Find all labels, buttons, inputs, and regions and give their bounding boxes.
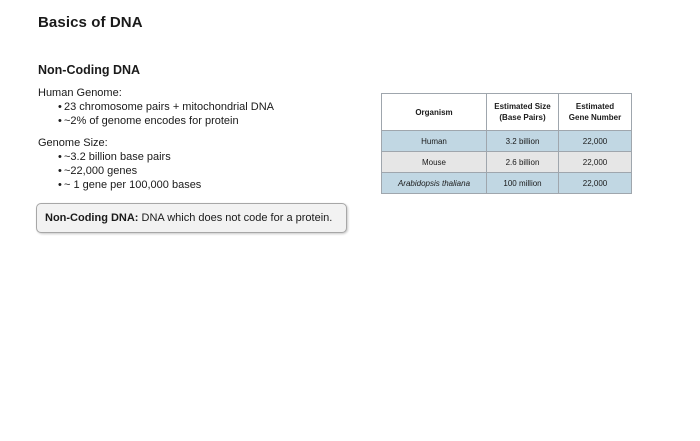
slide-title: Basics of DNA — [38, 14, 143, 31]
cell-organism: Human — [382, 131, 487, 152]
definition-term: Non-Coding DNA: — [45, 212, 139, 224]
table-row — [382, 152, 632, 173]
genome-size-heading: Genome Size: — [38, 137, 108, 149]
definition-box — [36, 203, 347, 233]
cell-genes: 22,000 — [559, 173, 632, 194]
list-item-text: ~3.2 billion base pairs — [64, 151, 171, 163]
cell-size: 100 million — [487, 173, 559, 194]
cell-genes: 22,000 — [559, 131, 632, 152]
header-gene-number — [559, 94, 632, 131]
list-item — [58, 114, 274, 128]
genome-size-list — [38, 150, 201, 192]
bullet-icon: • — [58, 179, 62, 191]
table-header-row — [382, 94, 632, 131]
cell-organism: Mouse — [382, 152, 487, 173]
cell-size: 2.6 billion — [487, 152, 559, 173]
cell-size: 3.2 billion — [487, 131, 559, 152]
cell-organism: Arabidopsis thaliana — [382, 173, 487, 194]
list-item — [58, 100, 274, 114]
header-size-line2: (Base Pairs) — [499, 113, 546, 122]
list-item — [58, 178, 201, 192]
bullet-icon: • — [58, 165, 62, 177]
bullet-icon: • — [58, 115, 62, 127]
header-size-line1: Estimated Size — [494, 102, 551, 111]
list-item-text: ~2% of genome encodes for protein — [64, 115, 239, 127]
list-item-text: ~22,000 genes — [64, 165, 138, 177]
genome-comparison-table — [381, 93, 632, 194]
section-heading: Non-Coding DNA — [38, 63, 141, 77]
cell-genes: 22,000 — [559, 152, 632, 173]
bullet-icon: • — [58, 151, 62, 163]
human-genome-block — [38, 86, 274, 128]
human-genome-list — [38, 100, 274, 128]
header-genes-line1: Estimated — [575, 102, 615, 111]
genome-size-block — [38, 136, 201, 192]
list-item — [58, 164, 201, 178]
list-item-text: ~ 1 gene per 100,000 bases — [64, 179, 202, 191]
header-organism: Organism — [382, 94, 487, 131]
header-estimated-size — [487, 94, 559, 131]
table-row — [382, 131, 632, 152]
human-genome-heading: Human Genome: — [38, 87, 122, 99]
list-item-text: 23 chromosome pairs + mitochondrial DNA — [64, 101, 275, 113]
table-row — [382, 173, 632, 194]
header-genes-line2: Gene Number — [568, 113, 622, 122]
definition-text: DNA which does not code for a protein. — [138, 212, 333, 224]
list-item — [58, 150, 201, 164]
bullet-icon: • — [58, 101, 62, 113]
